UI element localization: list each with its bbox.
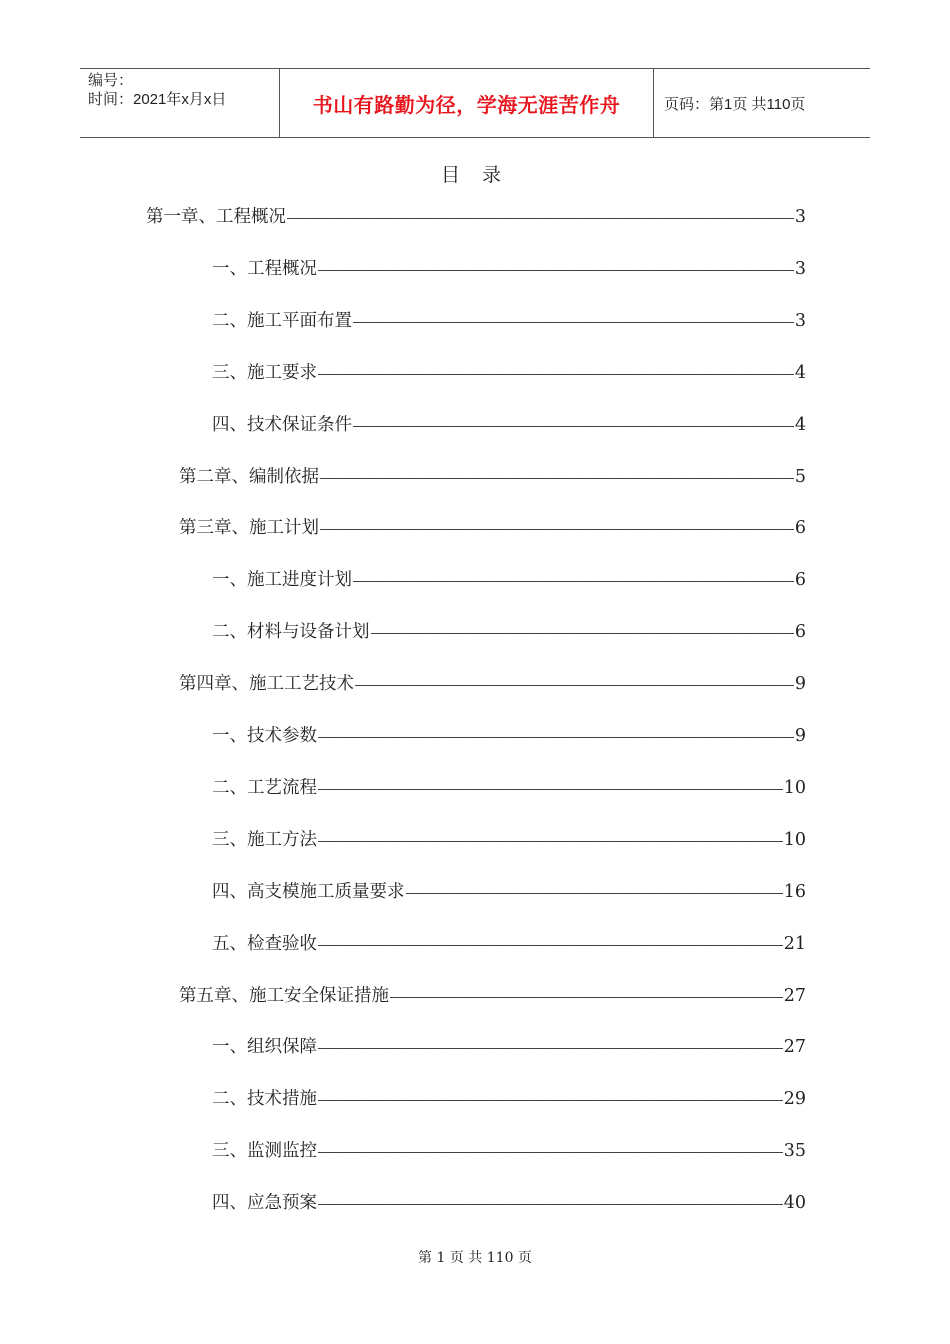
document-number-label: 编号： bbox=[88, 72, 134, 89]
toc-dot-leader bbox=[353, 417, 794, 433]
toc-entry[interactable] bbox=[212, 722, 806, 748]
toc-entry-label: 二、技术措施 bbox=[212, 1089, 317, 1109]
toc-entry[interactable] bbox=[212, 255, 806, 281]
toc-dot-leader bbox=[287, 209, 794, 225]
toc-entry[interactable] bbox=[212, 618, 806, 644]
toc-entry-page: 27 bbox=[783, 986, 806, 1006]
toc-dot-leader bbox=[353, 572, 794, 588]
toc-dot-leader bbox=[406, 884, 783, 900]
toc-entry-page: 10 bbox=[783, 778, 806, 798]
toc-dot-leader bbox=[318, 1091, 783, 1107]
header-motto: 书山有路勤为径，学海无涯苦作舟 bbox=[280, 69, 654, 137]
toc-entry-page: 6 bbox=[794, 518, 806, 538]
toc-entry[interactable] bbox=[212, 359, 806, 385]
toc-entry-label: 三、监测监控 bbox=[212, 1141, 317, 1161]
toc-entry[interactable] bbox=[212, 774, 806, 800]
toc-entry-page: 29 bbox=[783, 1089, 806, 1109]
toc-entry[interactable] bbox=[212, 1189, 806, 1215]
toc-dot-leader bbox=[318, 261, 794, 277]
toc-entry-label: 第三章、施工计划 bbox=[179, 518, 319, 538]
toc-entry[interactable] bbox=[179, 463, 806, 489]
toc-entry-page: 6 bbox=[794, 622, 806, 642]
toc-dot-leader bbox=[318, 1195, 783, 1211]
toc-entry-label: 三、施工要求 bbox=[212, 363, 317, 383]
toc-entry[interactable] bbox=[179, 514, 806, 540]
toc-entry-page: 3 bbox=[794, 207, 806, 227]
toc-dot-leader bbox=[390, 988, 783, 1004]
page-footer: 第 1 页 共 110 页 bbox=[418, 1250, 532, 1266]
toc-entry-page: 4 bbox=[794, 415, 806, 435]
toc-entry[interactable] bbox=[179, 982, 806, 1008]
toc-entry-label: 五、检查验收 bbox=[212, 934, 317, 954]
toc-entry-page: 35 bbox=[783, 1141, 806, 1161]
toc-entry[interactable] bbox=[212, 826, 806, 852]
toc-entry[interactable] bbox=[212, 307, 806, 333]
toc-dot-leader bbox=[318, 936, 783, 952]
toc-entry-page: 9 bbox=[794, 726, 806, 746]
toc-entry-label: 一、技术参数 bbox=[212, 726, 317, 746]
toc-entry[interactable] bbox=[146, 203, 806, 229]
toc-dot-leader bbox=[371, 624, 794, 640]
header-meta bbox=[80, 69, 280, 137]
toc-entry-page: 3 bbox=[794, 311, 806, 331]
toc-entry[interactable] bbox=[212, 1085, 806, 1111]
toc-entry-label: 一、工程概况 bbox=[212, 259, 317, 279]
toc-entry[interactable] bbox=[212, 1033, 806, 1059]
toc-entry-label: 第五章、施工安全保证措施 bbox=[179, 986, 389, 1006]
toc-entry-label: 二、施工平面布置 bbox=[212, 311, 352, 331]
toc-entry-label: 一、组织保障 bbox=[212, 1037, 317, 1057]
toc-entry-label: 四、技术保证条件 bbox=[212, 415, 352, 435]
toc-title: 目 录 bbox=[440, 164, 510, 186]
toc-entry[interactable] bbox=[212, 878, 806, 904]
toc-entry-page: 10 bbox=[783, 830, 806, 850]
toc-entry-label: 第一章、工程概况 bbox=[146, 207, 286, 227]
toc-dot-leader bbox=[318, 365, 794, 381]
toc-entry-page: 40 bbox=[783, 1193, 806, 1213]
toc-entry[interactable] bbox=[212, 411, 806, 437]
toc-entry-page: 27 bbox=[783, 1037, 806, 1057]
toc-entry-page: 21 bbox=[783, 934, 806, 954]
toc-entry-page: 16 bbox=[783, 882, 806, 902]
toc-entry-label: 四、应急预案 bbox=[212, 1193, 317, 1213]
toc-entry-label: 第二章、编制依据 bbox=[179, 467, 319, 487]
header-page-info: 页码：第1页 共110页 bbox=[664, 95, 806, 113]
toc-entry-page: 5 bbox=[794, 467, 806, 487]
toc-dot-leader bbox=[318, 832, 783, 848]
toc-dot-leader bbox=[318, 780, 783, 796]
toc-dot-leader bbox=[318, 1039, 783, 1055]
toc-dot-leader bbox=[320, 469, 794, 485]
toc-entry-label: 一、施工进度计划 bbox=[212, 570, 352, 590]
toc-dot-leader bbox=[320, 520, 794, 536]
toc-entry[interactable] bbox=[179, 670, 806, 696]
document-header bbox=[80, 68, 870, 138]
toc-entry-label: 三、施工方法 bbox=[212, 830, 317, 850]
toc-entry[interactable] bbox=[212, 566, 806, 592]
toc-entry-page: 9 bbox=[794, 674, 806, 694]
toc-entry-page: 6 bbox=[794, 570, 806, 590]
toc-entry-label: 四、高支模施工质量要求 bbox=[212, 882, 405, 902]
toc-entry-label: 二、工艺流程 bbox=[212, 778, 317, 798]
toc-dot-leader bbox=[355, 676, 794, 692]
toc-entry-page: 4 bbox=[794, 363, 806, 383]
toc-entry-label: 二、材料与设备计划 bbox=[212, 622, 370, 642]
toc-entry-page: 3 bbox=[794, 259, 806, 279]
toc-entry-label: 第四章、施工工艺技术 bbox=[179, 674, 354, 694]
toc-entry[interactable] bbox=[212, 930, 806, 956]
toc-dot-leader bbox=[318, 1143, 783, 1159]
document-time-label: 时间：2021年x月x日 bbox=[88, 91, 227, 108]
toc-dot-leader bbox=[318, 728, 794, 744]
toc-entry[interactable] bbox=[212, 1137, 806, 1163]
toc-dot-leader bbox=[353, 313, 794, 329]
